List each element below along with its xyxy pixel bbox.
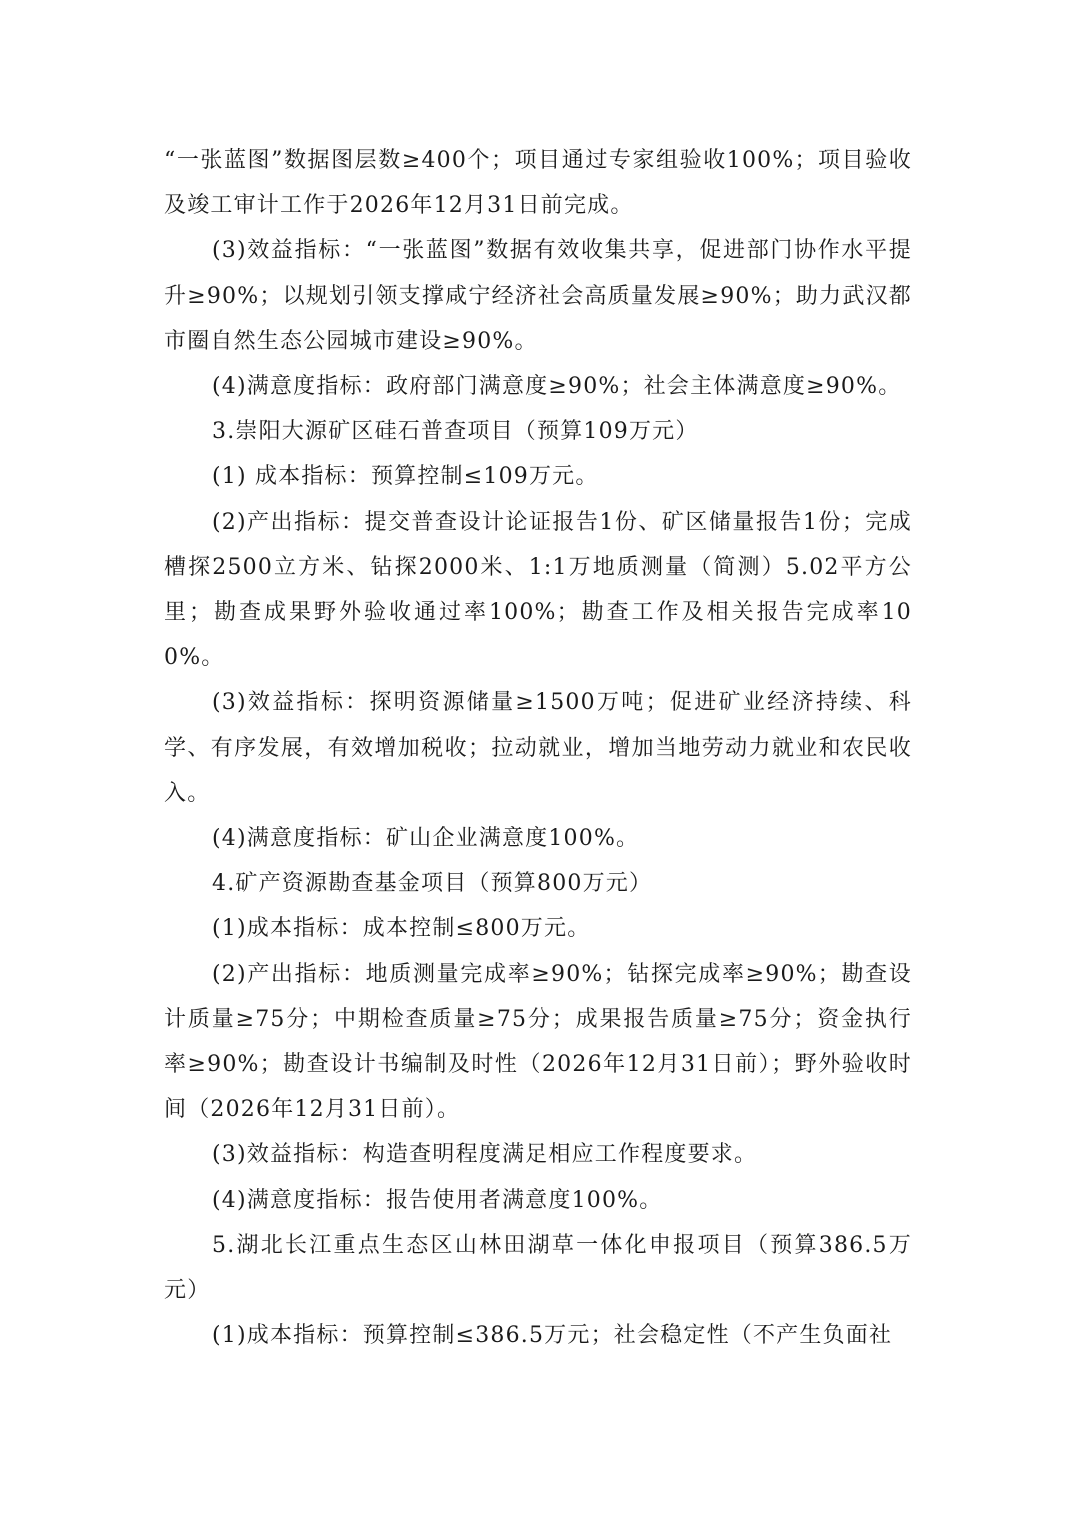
paragraph-silica-cost-indicator: (1) 成本指标：预算控制≤109万元。 <box>212 464 599 490</box>
paragraph-blueprint-output-continued: “一张蓝图”数据图层数≥400个；项目通过专家组验收100%；项目验收及竣工审计工作于2026年12月31日前完成。 <box>164 148 912 219</box>
document-body <box>164 138 912 1358</box>
paragraph-silica-benefit-indicator: (3)效益指标：探明资源储量≥1500万吨；促进矿业经济持续、科学、有序发展，有效增加税收；拉动就业，增加当地劳动力就业和农民收入。 <box>164 690 912 806</box>
paragraph-fund-satisfaction-indicator: (4)满意度指标：报告使用者满意度100%。 <box>212 1187 663 1213</box>
paragraph-fund-benefit-indicator: (3)效益指标：构造查明程度满足相应工作程度要求。 <box>212 1142 758 1168</box>
paragraph-silica-satisfaction-indicator: (4)满意度指标：矿山企业满意度100%。 <box>212 826 640 852</box>
paragraph-fund-cost-indicator: (1)成本指标：成本控制≤800万元。 <box>212 916 591 942</box>
paragraph-blueprint-satisfaction-indicator: (4)满意度指标：政府部门满意度≥90%；社会主体满意度≥90%。 <box>212 374 902 400</box>
paragraph-blueprint-benefit-indicator: (3)效益指标：“一张蓝图”数据有效收集共享，促进部门协作水平提升≥90%；以规划引领支撑咸宁经济社会高质量发展≥90%；助力武汉都市圈自然生态公园城市建设≥90%。 <box>164 238 912 354</box>
paragraph-fund-output-indicator: (2)产出指标：地质测量完成率≥90%；钻探完成率≥90%；勘查设计质量≥75分；中期检查质量≥75分；成果报告质量≥75分；资金执行率≥90%；勘查设计书编制及时性（2026年12月31日前）；野外验收时间（2026年12月31日前）。 <box>164 961 912 1123</box>
section-heading-exploration-fund: 4.矿产资源勘查基金项目（预算800万元） <box>212 871 653 897</box>
section-heading-ecological-zone: 5.湖北长江重点生态区山林田湖草一体化申报项目（预算386.5万元） <box>164 1232 912 1304</box>
paragraph-ecological-cost-indicator: (1)成本指标：预算控制≤386.5万元；社会稳定性（不产生负面社 <box>212 1323 893 1349</box>
paragraph-silica-output-indicator: (2)产出指标：提交普查设计论证报告1份、矿区储量报告1份；完成槽探2500立方米、钻探2000米、1:1万地质测量（简测）5.02平方公里；勘查成果野外验收通过率100%；勘查工作及相关报告完成率100%。 <box>164 509 912 671</box>
section-heading-silica-survey: 3.崇阳大源矿区硅石普查项目（预算109万元） <box>212 419 699 445</box>
